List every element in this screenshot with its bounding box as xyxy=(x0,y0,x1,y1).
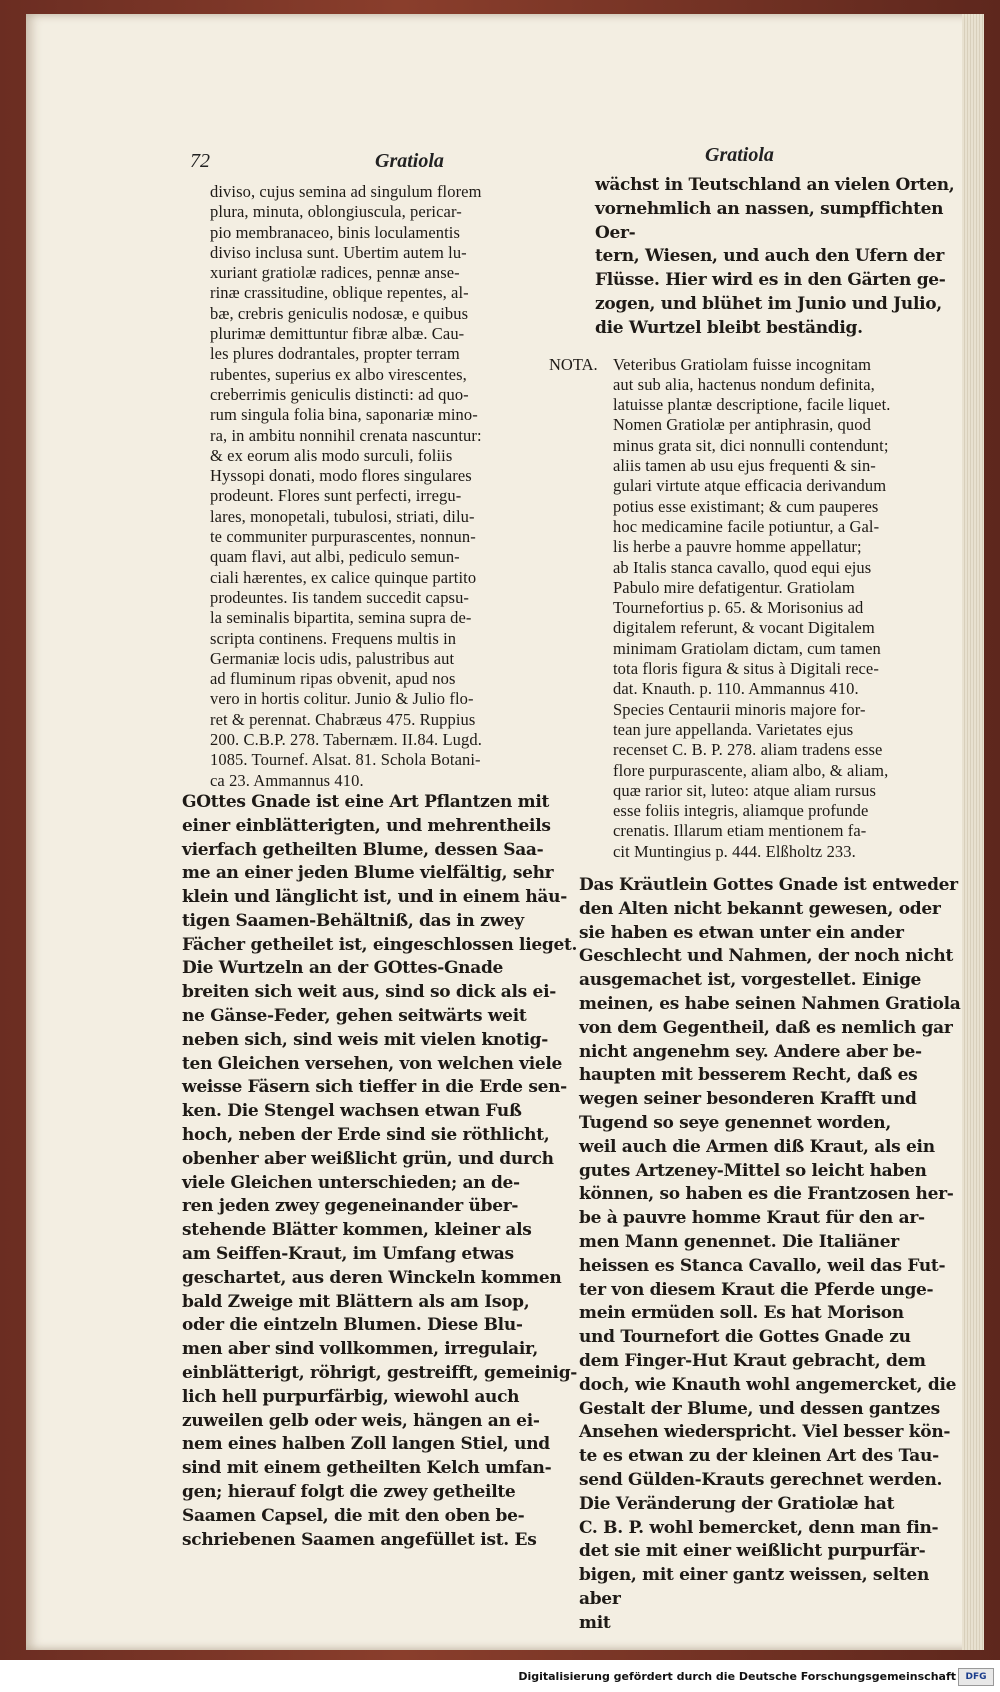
german-description: GOttes Gnade ist eine Art Pflantzen mit einer einblätterigten, und mehrentheils vierfach getheilten Blume, dessen Saa- me an einer jeden Blume vielfältig, sehr klein und länglicht ist, und in einem häu- tigen Saamen-Behältniß, das in zwey Fächer getheilet ist, eingeschlossen lieget. Die Wurtzeln an der GOttes-Gnade breiten sich weit aus, sind so dick als ei- ne Gänse-Feder, gehen seitwärts weit neben sich, sind weis mit vielen knotig- ten Gleichen versehen, von welchen viele weisse Fäsern sich tieffer in die Erde sen- ken. Die Stengel wachsen etwan Fuß hoch, neben der Erde sind sie röthlicht, obenher aber weißlicht grün, und durch viele Gleichen unterschieden; an de- ren jeden zwey gegeneinander über- stehende Blätter kommen, kleiner als am Seiffen-Kraut, im Umfang etwas geschartet, aus deren Winckeln kommen bald Zweige mit Blättern als am Isop, oder die eintzeln Blumen. Diese Blu- men aber sind vollkommen, irregulair, einblätterigt, röhrigt, gestreifft, gemeinig- lich hell purpurfärbig, wiewohl auch zuweilen gelb oder weis, hängen an ei- nem eines halben Zoll langen Stiel, und sind mit einem getheilten Kelch umfan- gen; hierauf folgt die zwey getheilte Saamen Capsel, die mit den oben be- schriebenen Saamen angefüllet ist. Es xyxy=(182,791,578,1550)
page-header xyxy=(190,144,910,176)
right-column xyxy=(549,174,967,1636)
left-column xyxy=(182,182,582,1552)
german-note: Das Kräutlein Gottes Gnade ist entweder den Alten nicht bekannt gewesen, oder sie haben es etwan unter ein ander Geschlecht und Nahmen, der noch nicht ausgemachet ist, vorgestellet. Einige meinen, es habe seinen Nahmen Gratiola von dem Gegentheil, daß es nemlich gar nicht angenehm sey. Andere aber be- haupten mit besserem Recht, daß es wegen seiner besonderen Krafft und Tugend so seye genennet worden, weil auch die Armen diß Kraut, als ein gutes Artzeney-Mittel so leicht haben können, so haben es die Frantzosen her- be à pauvre homme Kraut für den ar- men Mann genennet. Die Italiäner heissen es Stanca Cavallo, weil das Fut- ter von diesem Kraut die Pferde unge- mein ermüden soll. Es hat Morison und Tournefort die Gottes Gnade zu dem Finger-Hut Kraut gebracht, dem doch, wie Knauth wohl angemercket, die Gestalt der Blume, und dessen gantzes Ansehen wiederspricht. Viel besser kön- te es etwan zu der kleinen Art des Tau- send Gülden-Krauts gerechnet werden. Die Veränderung der Gratiolæ hat C. B. P. wohl bemercket, denn man fin- det sie mit einer weißlicht purpurfär- bigen, mit einer gantz weissen, selten aber mit xyxy=(579,875,961,1633)
dfg-logo-icon: DFG xyxy=(958,1668,994,1686)
nota-text: Veteribus Gratiolam fuisse incognitam aut sub alia, hactenus nondum definita, latuisse plantæ descriptione, facile liquet. Nomen Gratiolæ per antiphrasin, quod minus grata sit, dici nonnulli contendunt; aliis tamen ab usu ejus frequenti & sin- gulari virtute atque efficacia derivandum potius esse existimant; & cum pauperes hoc medicamine facile potiuntur, a Gal- lis herbe a pauvre homme appellatur; ab Italis stanca cavallo, quod equi ejus Pabulo mire defatigentur. Gratiolam Tournefortius p. 65. & Morisonius ad digitalem referunt, & vocant Digitalem minimam Gratiolam dictam, cum tamen tota floris figura & situs à Digitali rece- dat. Knauth. p. 110. Ammannus 410. Species Centaurii minoris majore for- tean jure appellanda. Varietates ejus recenset C. B. P. 278. aliam tradens esse flore purpurascente, aliam albo, & aliam, quæ rarior sit, luteo: atque aliam rursus esse foliis integris, aliamque profunde crenatis. Illarum etiam mentionem fa- cit Muntingius p. 444. Elßholtz 233. xyxy=(613,354,891,861)
running-title-right: Gratiola xyxy=(705,144,774,166)
digitization-credit: Digitalisierung gefördert durch die Deutsche Forschungsgemeinschaft xyxy=(518,1670,956,1683)
nota-block xyxy=(549,355,967,862)
footer-bar xyxy=(0,1660,1000,1692)
page-number: 72 xyxy=(190,150,210,172)
latin-description: diviso, cujus semina ad singulum florem plura, minuta, oblongiuscula, pericar- pio membranaceo, binis loculamentis diviso inclusa sunt. Ubertim autem lu- xuriant gratiolæ radices, pennæ anse- rinæ crassitudine, oblique repentes, al- bæ, crebris geniculis nodosæ, e quibus plurimæ demittuntur fibræ albæ. Cau- les plures dodrantales, propter terram rubentes, superius ex albo virescentes, creberrimis geniculis distincti: ad quo- rum singula folia bina, saponariæ mino- ra, in ambitu nonnihil crenata nascuntur: & ex eorum alis modo surculi, foliis Hyssopi donati, modo flores singulares prodeunt. Flores sunt perfecti, irregu- lares, monopetali, tubulosi, striati, dilu- te communiter purpurascentes, nonnun- quam flavi, aut albi, pediculo semun- ciali hærentes, ex calice quinque partito prodeuntes. Iis tandem succedit capsu- la seminalis bipartita, semina supra de- scripta continens. Frequens multis in Germaniæ locis udis, palustribus aut ad fluminum ripas obvenit, apud nos vero in hortis colitur. Junio & Julio flo- ret & perennat. Chabræus 475. Ruppius 200. C.B.P. 278. Tabernæm. II.84. Lugd. 1085. Tournef. Alsat. 81. Schola Botani- ca 23. Ammannus 410. xyxy=(210,182,482,790)
german-continuation: wächst in Teutschland an vielen Orten, vornehmlich an nassen, sumpffichten Oer- tern, Wiesen, und auch den Ufern der Flüsse. Hier wird es in den Gärten ge- zogen, und blühet im Junio und Julio, die Wurtzel bleibt beständig. xyxy=(595,175,955,338)
nota-label: NOTA. xyxy=(549,354,598,374)
running-title-left: Gratiola xyxy=(375,150,444,172)
